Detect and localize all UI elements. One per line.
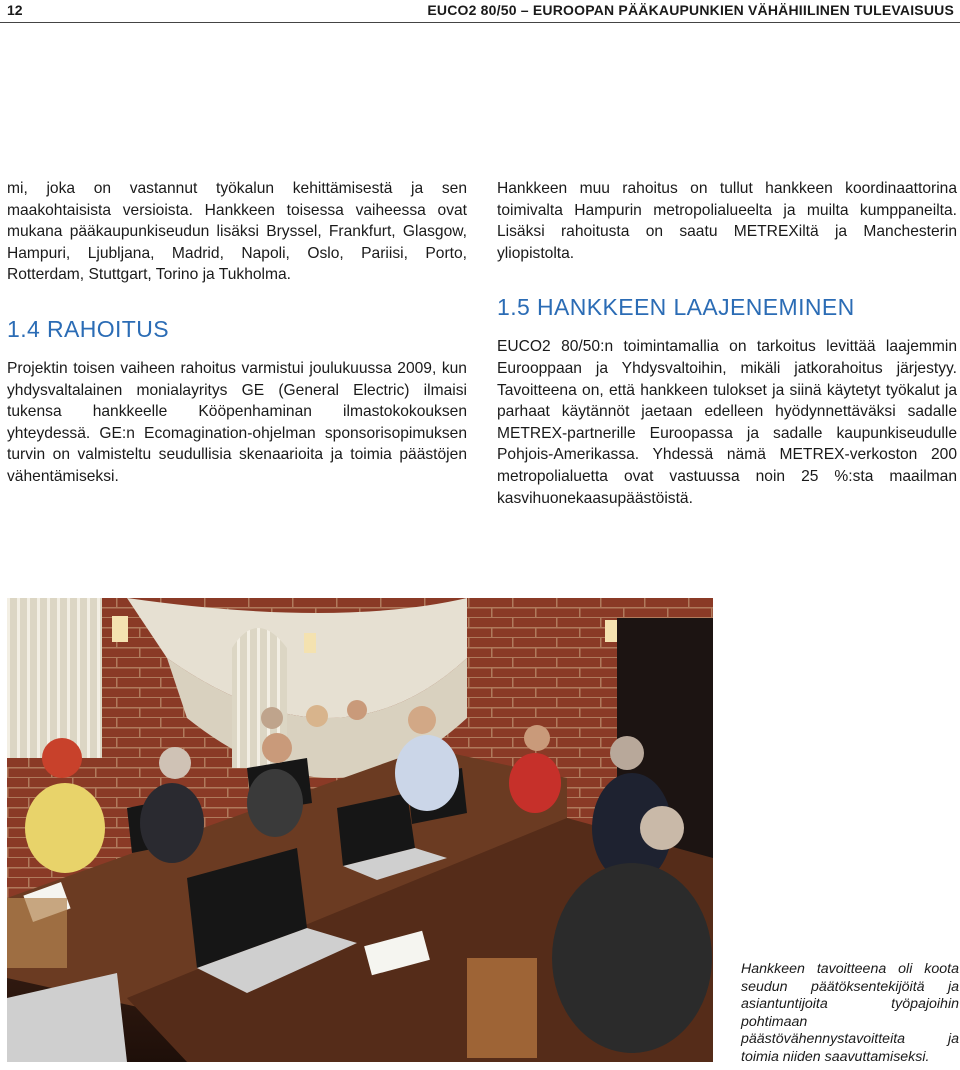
running-title: EUCO2 80/50 – EUROOPAN PÄÄKAUPUNKIEN VÄHÄHIILINEN TULEVAISUUS	[427, 2, 954, 18]
section-heading-rahoitus: 1.4 RAHOITUS	[7, 315, 170, 342]
page-number: 12	[7, 2, 23, 18]
right-intro-paragraph: Hankkeen muu rahoitus on tullut hankkeen koordinaattorina toimivalta Hampurin metropolialueelta ja muilta kumppaneilta. Lisäksi rahoitusta on saatu METREXiltä ja Manchesterin yliopistolta.	[497, 180, 957, 262]
section-heading-laajeneminen: 1.5 HANKKEEN LAAJENEMINEN	[497, 294, 855, 321]
rahoitus-paragraph: Projektin toisen vaiheen rahoitus varmistui joulukuussa 2009, kun yhdysvaltalainen monialayritys GE (General Electric) ilmaisi tukensa hankkeelle Kööpenhaminan ilmastokokouksen yhteydessä. GE:n Ecomagination-ohjelman sponsorisopimuksen turvin on valmisteltu seudullisia skenaarioita ja toimia päästöjen vähentämiseksi.	[7, 359, 467, 485]
workshop-photo	[7, 598, 713, 1062]
page-header	[0, 0, 960, 23]
left-intro-paragraph: mi, joka on vastannut työkalun kehittämisestä ja sen maakohtaisista versioista. Hankkeen toisessa vaiheessa ovat mukana pääkaupunkiseudun lisäksi Bryssel, Frankfurt, Glasgow, Hampuri, Ljubljana, Madrid, Napoli, Oslo, Pariisi, Porto, Rotterdam, Stuttgart, Torino ja Tukholma.	[7, 180, 467, 284]
left-column	[7, 178, 467, 488]
right-column	[497, 178, 957, 509]
laajeneminen-paragraph: EUCO2 80/50:n toimintamallia on tarkoitus levittää laajemmin Eurooppaan ja Yhdysvaltoihin, mikäli jatkorahoitus järjestyy. Tavoitteena on, että hankkeen tulokset ja siinä käytetyt työkalut ja parhaat käytännöt jaetaan edelleen hyödynnettäväksi sadalle METREX-partnerille Euroopassa ja sadalle kaupunkiseudulle Pohjois-Amerikassa. Yhdessä nämä METREX-verkoston 200 metropolialuetta ovat vastuussa noin 25 %:sta maailman kasvihuonekaasupäästöistä.	[497, 338, 957, 507]
photo-caption: Hankkeen tavoitteena oli koota seudun päätöksentekijöitä ja asiantuntijoita työpajoihin pohtimaan päästövähennystavoitteita ja toimia niiden saavuttamiseksi.	[741, 961, 959, 1065]
workshop-photo-illustration	[7, 598, 713, 1062]
